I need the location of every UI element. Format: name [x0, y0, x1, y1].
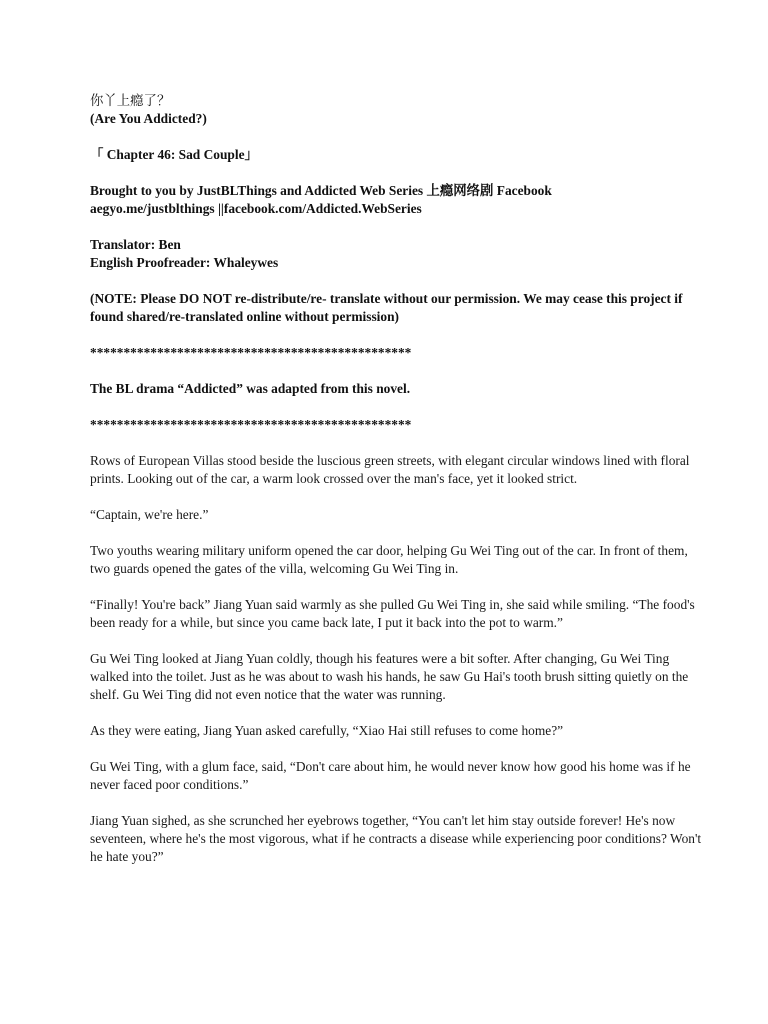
body-paragraph: Gu Wei Ting looked at Jiang Yuan coldly, though his features were a bit softer. After changing, Gu Wei Ting walked into the toilet. Just as he was about to wash his hands, he saw Gu Hai's tooth brush sitting quietly on the shelf. Gu Wei Ting did not even notice that the water was running.	[90, 651, 689, 702]
chapter-heading: 「 Chapter 46: Sad Couple」	[90, 147, 258, 162]
separator-bottom: ************************************************	[90, 417, 412, 432]
staff-block	[90, 236, 702, 272]
credits-block	[90, 182, 702, 218]
body-paragraph: Jiang Yuan sighed, as she scrunched her eyebrows together, “You can't let him stay outside forever! He's now seventeen, where he's the most vigorous, what if he contracts a disease while experiencing poor conditions? Won't he hate you?”	[90, 813, 702, 864]
permission-note: (NOTE: Please DO NOT re-distribute/re- translate without our permission. We may cease this project if found shared/re-translated online without permission)	[90, 291, 683, 324]
translator-credit: Translator: Ben	[90, 237, 181, 252]
credits-line-1: Brought to you by JustBLThings and Addicted Web Series 上瘾网络剧 Facebook	[90, 183, 552, 198]
adaptation-note: The BL drama “Addicted” was adapted from this novel.	[90, 381, 411, 396]
separator-top: ************************************************	[90, 345, 412, 360]
body-paragraph: As they were eating, Jiang Yuan asked carefully, “Xiao Hai still refuses to come home?”	[90, 723, 564, 738]
credits-line-2: aegyo.me/justblthings ||facebook.com/Addicted.WebSeries	[90, 201, 422, 216]
body-paragraph: “Finally! You're back” Jiang Yuan said warmly as she pulled Gu Wei Ting in, she said while smiling. “The food's been ready for a while, but since you came back late, I put it back into the pot to warm.”	[90, 597, 695, 630]
document-page	[90, 92, 702, 884]
body-paragraph: Two youths wearing military uniform opened the car door, helping Gu Wei Ting out of the car. In front of them, two guards opened the gates of the villa, welcoming Gu Wei Ting in.	[90, 543, 688, 576]
proofreader-credit: English Proofreader: Whaleywes	[90, 255, 279, 270]
body-paragraph: Gu Wei Ting, with a glum face, said, “Don't care about him, he would never know how good his home was if he never faced poor conditions.”	[90, 759, 691, 792]
body-paragraph: “Captain, we're here.”	[90, 507, 209, 522]
title-chinese: 你丫上瘾了？	[90, 93, 171, 108]
body-paragraph: Rows of European Villas stood beside the luscious green streets, with elegant circular windows lined with floral prints. Looking out of the car, a warm look crossed over the man's face, yet it looked strict.	[90, 453, 690, 486]
title-english: (Are You Addicted?)	[90, 111, 207, 126]
title-block	[90, 92, 702, 128]
